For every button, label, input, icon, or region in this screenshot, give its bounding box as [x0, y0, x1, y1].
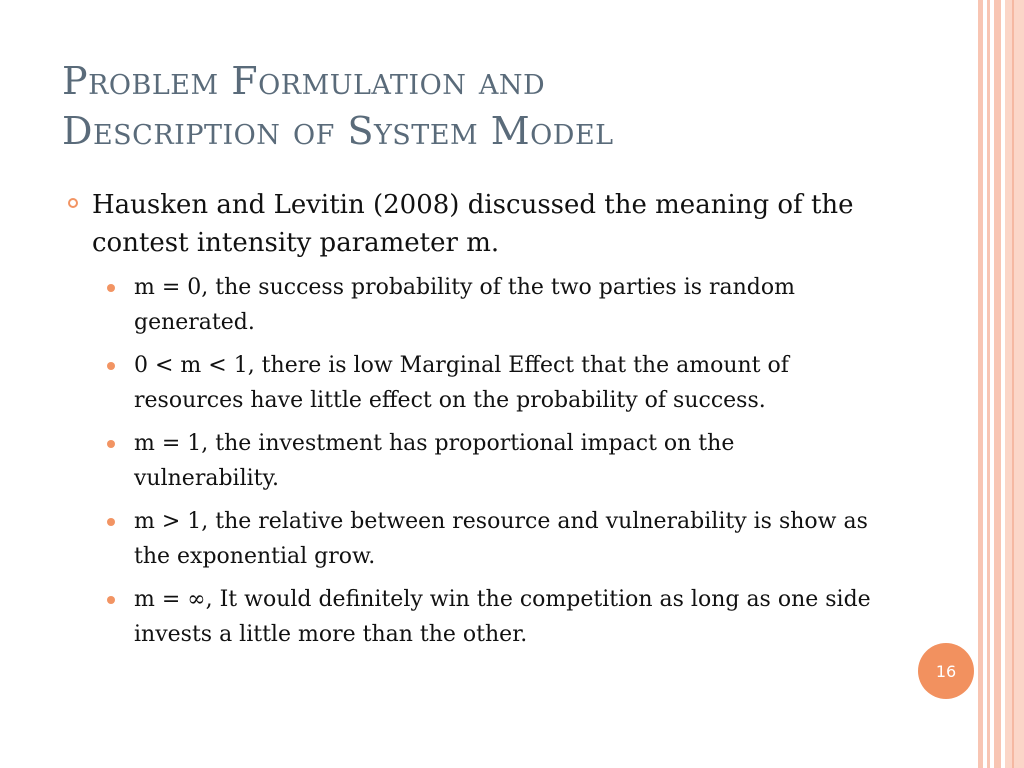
decorative-stripe — [1005, 0, 1024, 768]
sub-bullet-list — [62, 270, 882, 652]
ring-bullet-icon — [68, 198, 78, 208]
dot-bullet-icon — [107, 596, 115, 604]
sub-bullet-item — [62, 426, 882, 496]
sub-bullet-item — [62, 582, 882, 652]
sub-bullet-text: m = 1, the investment has proportional impact on the vulnerability. — [134, 431, 735, 491]
sub-bullet-text: m = 0, the success probability of the two parties is random generated. — [134, 275, 795, 335]
sub-bullet-text: m > 1, the relative between resource and vulnerability is show as the exponential grow. — [134, 509, 868, 569]
slide-title-line-2: Description of System Model — [62, 109, 614, 153]
dot-bullet-icon — [107, 362, 115, 370]
slide-title-line-1: Problem Formulation and — [62, 59, 546, 103]
decorative-stripe — [994, 0, 1001, 768]
page-number: 16 — [935, 661, 957, 681]
decorative-stripe — [987, 0, 990, 768]
page-number-badge — [918, 643, 974, 699]
sub-bullet-item — [62, 504, 882, 574]
dot-bullet-icon — [107, 284, 115, 292]
dot-bullet-icon — [107, 440, 115, 448]
main-bullet-text: Hausken and Levitin (2008) discussed the meaning of the contest intensity parameter m. — [92, 190, 854, 258]
slide-title — [62, 56, 942, 156]
decorative-stripe — [978, 0, 983, 768]
sub-bullet-item — [62, 270, 882, 340]
sub-bullet-item — [62, 348, 882, 418]
decorative-stripe — [1012, 0, 1014, 768]
sub-bullet-text: 0 < m < 1, there is low Marginal Effect that the amount of resources have little effect on the probability of success. — [134, 353, 789, 413]
slide-content — [62, 186, 882, 660]
dot-bullet-icon — [107, 518, 115, 526]
sub-bullet-text: m = ∞, It would definitely win the competition as long as one side invests a little more than the other. — [134, 587, 871, 647]
main-bullet-item — [62, 186, 882, 262]
